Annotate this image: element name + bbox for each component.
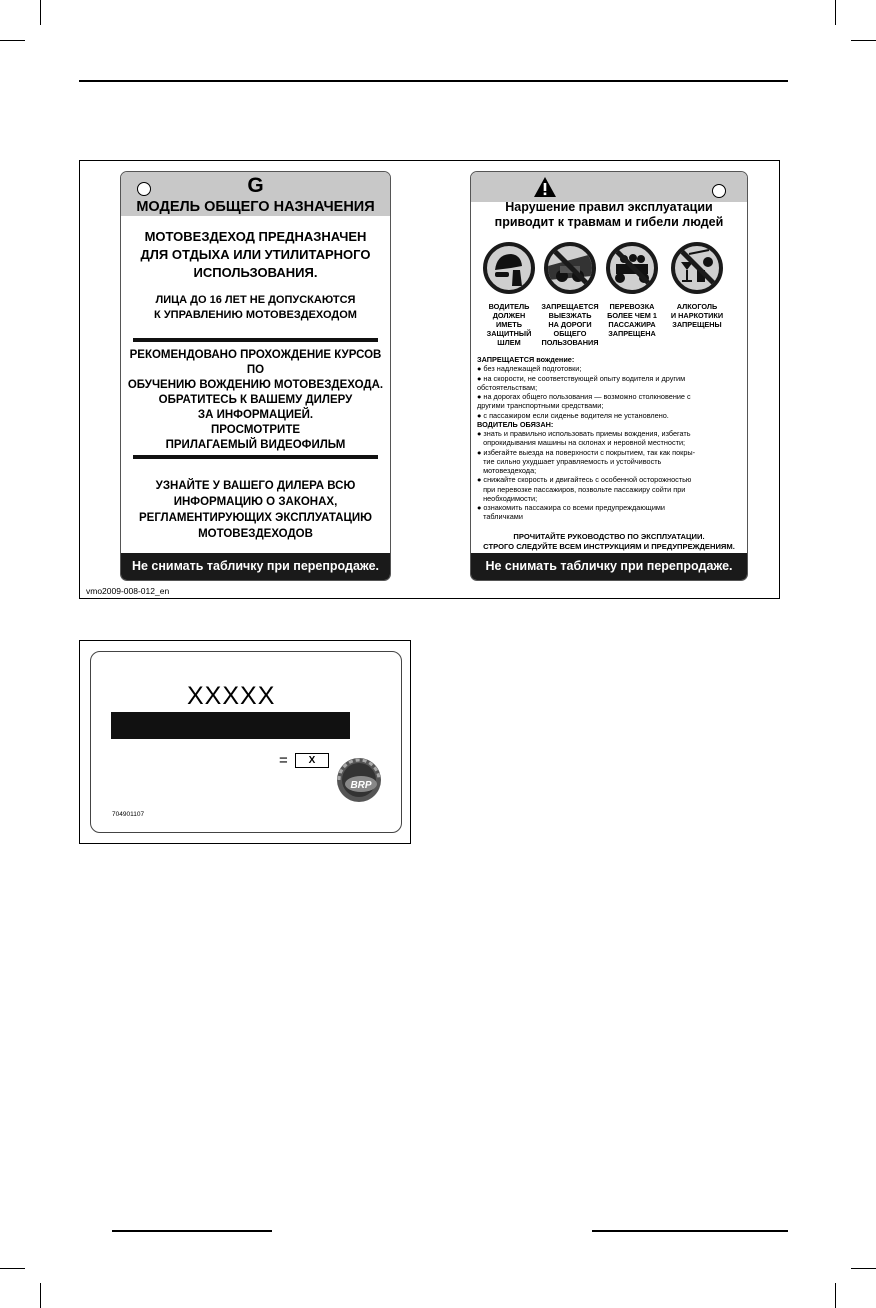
- crop-mark: [0, 40, 25, 41]
- value-box: X: [295, 753, 329, 768]
- rule-line: опрокидывания машины на склонах и неровной местности;: [477, 438, 686, 448]
- purpose-text: МОТОВЕЗДЕХОД ПРЕДНАЗНАЧЕН ДЛЯ ОТДЫХА ИЛИ УТИЛИТАРНОГО ИСПОЛЬЗОВАНИЯ.: [140, 229, 371, 280]
- no-road-caption: ЗАПРЕЩАЕТСЯ ВЫЕЗЖАТЬ НА ДОРОГИ ОБЩЕГО ПОЛЬЗОВАНИЯ: [541, 302, 599, 347]
- helmet-icon: [483, 242, 535, 294]
- rule-line: при перевозке пассажиров, позвольте пассажиру сойти при: [477, 484, 686, 494]
- crop-mark: [835, 0, 836, 25]
- model-title: МОДЕЛЬ ОБЩЕГО НАЗНАЧЕНИЯ: [136, 199, 375, 215]
- figure-labels: [79, 160, 780, 599]
- rule-line: другими транспортными средствами;: [477, 401, 604, 411]
- no-passengers-caption: ПЕРЕВОЗКА БОЛЕЕ ЧЕМ 1 ПАССАЖИРА ЗАПРЕЩЕНА: [607, 302, 657, 338]
- rule-line: ● на дорогах общего пользования — возможно столкновение с: [477, 392, 691, 401]
- no-passengers-icon: [606, 242, 658, 294]
- laws-text: УЗНАЙТЕ У ВАШЕГО ДИЛЕРА ВСЮ ИНФОРМАЦИЮ О ЗАКОНАХ, РЕГЛАМЕНТИРУЮЩИХ ЭКСПЛУАТАЦИЮ МОТОВЕЗДЕХОДОВ: [138, 480, 372, 540]
- training-text: РЕКОМЕНДОВАНО ПРОХОЖДЕНИЕ КУРСОВ ПО ОБУЧЕНИЮ ВОЖДЕНИЮ МОТОВЕЗДЕХОДА. ОБРАТИТЕСЬ К ВАШЕМУ ДИЛЕРУ ЗА ИНФОРМАЦИЕЙ. ПРОСМОТРИТЕ ПРИЛАГАЕМЫЙ ВИДЕОФИЛЬМ: [127, 349, 384, 451]
- rule-line: мотовездехода;: [477, 466, 537, 475]
- equals-sign: =: [279, 752, 288, 769]
- rule-line: ● ознакомить пассажира со всеми предупреждающими: [477, 503, 665, 512]
- rule-line: ЗАПРЕЩАЕТСЯ вождение:: [477, 355, 575, 364]
- footer-rule-left: [112, 1230, 272, 1232]
- crop-mark: [851, 40, 876, 41]
- figure-caption: vmo2009-008-012_en: [86, 586, 170, 596]
- model-decal: [90, 651, 402, 833]
- rule-line: ● избегайте выезда на поверхности с покрытием, так как покры-: [477, 447, 696, 457]
- divider: [133, 338, 378, 342]
- no-road-icon: [544, 242, 596, 294]
- footer-rule-right: [592, 1230, 788, 1232]
- warning-heading: Нарушение правил эксплуатации приводит к травмам и гибели людей: [494, 200, 724, 229]
- part-number: 704901107: [112, 811, 145, 818]
- redacted-bar: [111, 712, 350, 739]
- rule-line: обстоятельствам;: [477, 382, 538, 392]
- rule-line: ● на скорости, не соответствующей опыту водителя и другим: [477, 373, 686, 383]
- label-footer: Не снимать табличку при перепродаже.: [121, 553, 390, 580]
- rule-line: ● снижайте скорость и двигайтесь с особенной осторожностью: [477, 475, 692, 485]
- rule-line: ВОДИТЕЛЬ ОБЯЗАН:: [477, 419, 554, 429]
- warning-triangle-icon: [533, 176, 557, 198]
- no-alcohol-drugs-icon: [671, 242, 723, 294]
- model-code: XXXXX: [187, 682, 276, 710]
- svg-text:BRP: BRP: [350, 780, 372, 791]
- rule-line: ● без надлежащей подготовки;: [477, 364, 582, 374]
- label-footer: Не снимать табличку при перепродаже.: [471, 553, 747, 580]
- divider: [133, 455, 378, 459]
- age-restriction-text: ЛИЦА ДО 16 ЛЕТ НЕ ДОПУСКАЮТСЯ К УПРАВЛЕНИЮ МОТОВЕЗДЕХОДОМ: [154, 294, 357, 321]
- rule-line: ● знать и правильно использовать приемы вождения, избегать: [477, 429, 691, 438]
- figure-model-decal: [79, 640, 411, 844]
- general-model-label: [120, 171, 391, 581]
- crop-mark: [0, 1268, 25, 1269]
- rule-line: необходимости;: [477, 493, 538, 503]
- crop-mark: [40, 0, 41, 25]
- manual-instruction: ПРОЧИТАЙТЕ РУКОВОДСТВО ПО ЭКСПЛУАТАЦИИ. СТРОГО СЛЕДУЙТЕ ВСЕМ ИНСТРУКЦИЯМ И ПРЕДУПРЕЖДЕНИЯМ.: [483, 532, 735, 551]
- crop-mark: [851, 1268, 876, 1269]
- rule-line: табличками: [477, 512, 523, 522]
- brp-logo-icon: [335, 756, 383, 804]
- rule-line: ● с пассажиром если сиденье водителя не установлено.: [477, 410, 669, 420]
- crop-mark: [40, 1283, 41, 1308]
- label-header: [471, 172, 747, 202]
- rules-text: [477, 355, 741, 522]
- warning-label: [470, 171, 748, 581]
- alcohol-caption: АЛКОГОЛЬ И НАРКОТИКИ ЗАПРЕЩЕНЫ: [670, 302, 724, 329]
- header-rule: [79, 80, 788, 82]
- class-letter: G: [247, 174, 264, 197]
- crop-mark: [835, 1283, 836, 1308]
- helmet-caption: ВОДИТЕЛЬ ДОЛЖЕН ИМЕТЬ ЗАЩИТНЫЙ ШЛЕМ: [486, 302, 532, 347]
- mounting-hole: [712, 184, 726, 198]
- rule-line: тие сильно ухудшает управляемость и устойчивость: [477, 456, 662, 466]
